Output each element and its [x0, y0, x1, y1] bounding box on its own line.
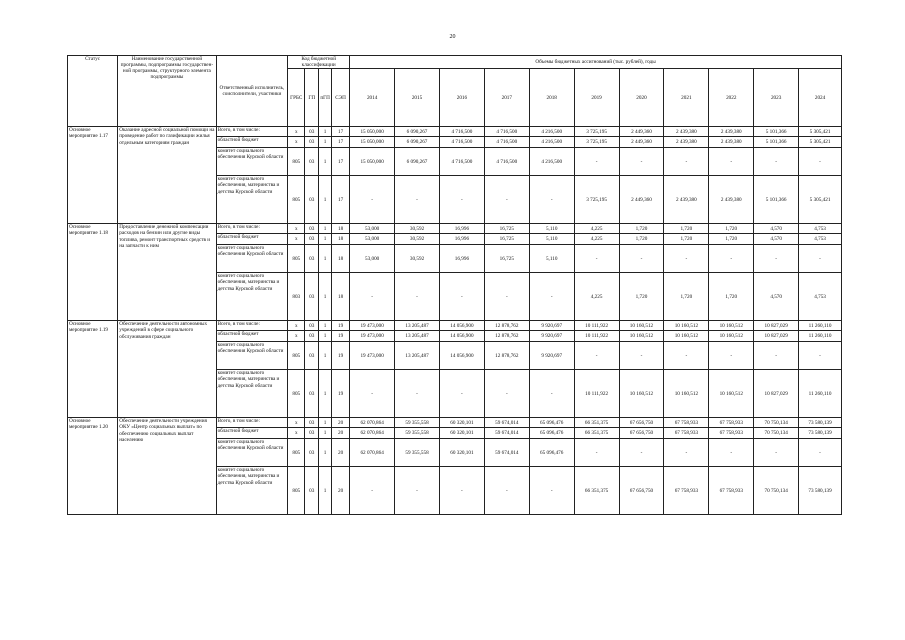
- code-cell: 805: [288, 467, 305, 515]
- code-cell: 03: [305, 428, 319, 439]
- code-cell: х: [288, 224, 305, 234]
- header-code-col: ГП: [305, 69, 319, 127]
- value-cell: 4,225: [574, 224, 619, 234]
- value-cell: 67 656,750: [619, 467, 664, 515]
- value-cell: 70 750,134: [754, 418, 799, 428]
- header-year: 2021: [664, 69, 709, 127]
- name-cell: Оказание адресной социальной помощи на проведение работ по газификации жилья отдельным категориям граждан: [118, 127, 216, 224]
- code-cell: 1: [319, 245, 332, 273]
- value-cell: 3 725,195: [574, 176, 619, 224]
- responsible-cell: комитет социального обеспечения, материнства и детства Курской области: [216, 467, 288, 515]
- value-cell: 10 160,512: [664, 321, 709, 331]
- value-cell: 10 160,512: [664, 331, 709, 342]
- value-cell: 1,720: [619, 273, 664, 321]
- code-cell: 03: [305, 234, 319, 245]
- value-cell: 4 216,500: [529, 148, 574, 176]
- table-row: [68, 321, 842, 331]
- header-code-col: ГРБС: [288, 69, 305, 127]
- code-cell: 805: [288, 148, 305, 176]
- value-cell: 70 750,134: [754, 467, 799, 515]
- value-cell: 19 473,000: [350, 342, 395, 370]
- value-cell: 6 090,267: [395, 137, 440, 148]
- header-year: 2017: [484, 69, 529, 127]
- value-cell: 62 070,864: [350, 428, 395, 439]
- value-cell: 16,996: [439, 224, 484, 234]
- code-cell: 1: [319, 370, 332, 418]
- value-cell: -: [484, 273, 529, 321]
- value-cell: 66 351,375: [574, 418, 619, 428]
- code-cell: 1: [319, 224, 332, 234]
- value-cell: 59 674,014: [484, 418, 529, 428]
- code-cell: 19: [332, 321, 350, 331]
- code-cell: 803: [288, 273, 305, 321]
- table-header: [68, 56, 842, 127]
- value-cell: 4,753: [799, 224, 842, 234]
- value-cell: -: [709, 148, 754, 176]
- value-cell: 12 878,762: [484, 321, 529, 331]
- value-cell: -: [395, 370, 440, 418]
- code-cell: 03: [305, 331, 319, 342]
- value-cell: 19 473,000: [350, 321, 395, 331]
- value-cell: 13 205,487: [395, 342, 440, 370]
- value-cell: 11 260,110: [799, 331, 842, 342]
- code-cell: 03: [305, 224, 319, 234]
- code-cell: 805: [288, 342, 305, 370]
- value-cell: 9 920,697: [529, 321, 574, 331]
- value-cell: 73 580,139: [799, 428, 842, 439]
- value-cell: 12 878,762: [484, 331, 529, 342]
- value-cell: 11 260,110: [799, 370, 842, 418]
- header-status: Статус: [68, 56, 118, 127]
- header-responsible: Ответственный исполнитель, соисполнители, участники: [216, 56, 288, 127]
- responsible-cell: комитет социального обеспечения Курской области: [216, 148, 288, 176]
- responsible-cell: областной бюджет: [216, 137, 288, 148]
- code-cell: 19: [332, 370, 350, 418]
- value-cell: 65 096,476: [529, 418, 574, 428]
- value-cell: 16,996: [439, 234, 484, 245]
- value-cell: 10 111,922: [574, 331, 619, 342]
- header-year: 2024: [799, 69, 842, 127]
- value-cell: 4,570: [754, 224, 799, 234]
- value-cell: 10 111,922: [574, 321, 619, 331]
- value-cell: 4,225: [574, 234, 619, 245]
- value-cell: 67 758,933: [709, 428, 754, 439]
- value-cell: 67 656,750: [619, 418, 664, 428]
- responsible-cell: комитет социального обеспечения, материнства и детства Курской области: [216, 273, 288, 321]
- value-cell: 59 355,558: [395, 439, 440, 467]
- header-code-col: СЭП: [332, 69, 350, 127]
- value-cell: 2 439,380: [709, 176, 754, 224]
- code-cell: 19: [332, 342, 350, 370]
- value-cell: 2 449,360: [619, 127, 664, 137]
- value-cell: 14 056,900: [439, 321, 484, 331]
- value-cell: 6 090,267: [395, 148, 440, 176]
- code-cell: 1: [319, 127, 332, 137]
- name-cell: Предоставление денежной компенсации расходов на бензин или другие виды топлива, ремонт транспортных средств и на запчасти к ним: [118, 224, 216, 321]
- value-cell: 4 716,500: [439, 137, 484, 148]
- code-cell: х: [288, 137, 305, 148]
- name-cell: Обеспечение деятельности автономных учреждений в сфере социального обслуживания граждан: [118, 321, 216, 418]
- value-cell: 4,753: [799, 234, 842, 245]
- value-cell: -: [754, 245, 799, 273]
- header-year: 2023: [754, 69, 799, 127]
- header-codes-group: Код бюджетной классификации: [288, 56, 350, 69]
- value-cell: 67 758,933: [709, 467, 754, 515]
- code-cell: 1: [319, 273, 332, 321]
- value-cell: -: [619, 439, 664, 467]
- value-cell: 1,720: [709, 273, 754, 321]
- code-cell: 03: [305, 418, 319, 428]
- code-cell: 17: [332, 137, 350, 148]
- value-cell: 5 305,421: [799, 127, 842, 137]
- value-cell: 67 758,933: [664, 428, 709, 439]
- code-cell: х: [288, 428, 305, 439]
- value-cell: 59 674,014: [484, 428, 529, 439]
- value-cell: 67 758,933: [709, 418, 754, 428]
- value-cell: 66 351,375: [574, 467, 619, 515]
- value-cell: 3 725,195: [574, 137, 619, 148]
- responsible-cell: Всего, в том числе:: [216, 127, 288, 137]
- header-year: 2018: [529, 69, 574, 127]
- value-cell: -: [754, 148, 799, 176]
- value-cell: -: [529, 370, 574, 418]
- value-cell: 60 320,101: [439, 439, 484, 467]
- value-cell: 62 070,864: [350, 418, 395, 428]
- responsible-cell: комитет социального обеспечения Курской области: [216, 342, 288, 370]
- header-code-col: пГП: [319, 69, 332, 127]
- code-cell: 805: [288, 370, 305, 418]
- code-cell: 03: [305, 273, 319, 321]
- status-cell: Основное мероприятие 1.18: [68, 224, 118, 321]
- value-cell: -: [664, 245, 709, 273]
- value-cell: -: [799, 245, 842, 273]
- header-year: 2016: [439, 69, 484, 127]
- value-cell: 10 827,029: [754, 331, 799, 342]
- value-cell: -: [529, 273, 574, 321]
- code-cell: 03: [305, 137, 319, 148]
- code-cell: 20: [332, 439, 350, 467]
- code-cell: 1: [319, 331, 332, 342]
- code-cell: 20: [332, 467, 350, 515]
- value-cell: -: [799, 439, 842, 467]
- value-cell: -: [350, 370, 395, 418]
- value-cell: -: [395, 176, 440, 224]
- code-cell: 805: [288, 176, 305, 224]
- value-cell: 59 355,558: [395, 418, 440, 428]
- code-cell: 03: [305, 439, 319, 467]
- value-cell: -: [484, 370, 529, 418]
- header-year: 2014: [350, 69, 395, 127]
- code-cell: 20: [332, 428, 350, 439]
- value-cell: 10 160,512: [709, 370, 754, 418]
- value-cell: -: [574, 342, 619, 370]
- code-cell: 03: [305, 127, 319, 137]
- value-cell: -: [619, 342, 664, 370]
- value-cell: 11 260,110: [799, 321, 842, 331]
- header-volumes-group: Объемы бюджетных ассигнований (тыс. рублей), годы: [350, 56, 842, 69]
- value-cell: 4 716,500: [484, 127, 529, 137]
- value-cell: 10 111,922: [574, 370, 619, 418]
- page-number: 20: [449, 34, 456, 40]
- value-cell: -: [350, 467, 395, 515]
- value-cell: 53,000: [350, 234, 395, 245]
- value-cell: 2 439,380: [709, 127, 754, 137]
- header-year: 2020: [619, 69, 664, 127]
- value-cell: 65 096,476: [529, 439, 574, 467]
- header-name: Наименование государственной программы, подпрограммы государствен-ной программы, структурного элемента подпрограммы: [118, 56, 216, 127]
- value-cell: 12 878,762: [484, 342, 529, 370]
- value-cell: -: [439, 467, 484, 515]
- code-cell: 1: [319, 428, 332, 439]
- value-cell: 4 716,500: [439, 127, 484, 137]
- value-cell: 67 656,750: [619, 428, 664, 439]
- value-cell: -: [664, 148, 709, 176]
- value-cell: 10 160,512: [709, 331, 754, 342]
- value-cell: -: [574, 439, 619, 467]
- status-cell: Основное мероприятие 1.20: [68, 418, 118, 515]
- value-cell: 5 305,421: [799, 176, 842, 224]
- value-cell: 4 216,500: [529, 137, 574, 148]
- value-cell: -: [529, 176, 574, 224]
- code-cell: 1: [319, 467, 332, 515]
- code-cell: 805: [288, 245, 305, 273]
- value-cell: -: [395, 467, 440, 515]
- value-cell: 10 160,512: [664, 370, 709, 418]
- value-cell: 67 758,933: [664, 418, 709, 428]
- value-cell: 5 305,421: [799, 137, 842, 148]
- value-cell: -: [574, 245, 619, 273]
- code-cell: 03: [305, 321, 319, 331]
- value-cell: 67 758,933: [664, 467, 709, 515]
- value-cell: 16,725: [484, 245, 529, 273]
- value-cell: 10 160,512: [619, 331, 664, 342]
- value-cell: 65 096,476: [529, 428, 574, 439]
- header-year: 2022: [709, 69, 754, 127]
- value-cell: 5,110: [529, 245, 574, 273]
- value-cell: 4,225: [574, 273, 619, 321]
- value-cell: 60 320,101: [439, 428, 484, 439]
- value-cell: 2 449,360: [619, 137, 664, 148]
- responsible-cell: комитет социального обеспечения Курской области: [216, 439, 288, 467]
- table-row: [68, 224, 842, 234]
- value-cell: 19 473,000: [350, 331, 395, 342]
- value-cell: 1,720: [709, 224, 754, 234]
- value-cell: -: [350, 176, 395, 224]
- code-cell: 17: [332, 127, 350, 137]
- code-cell: 1: [319, 321, 332, 331]
- responsible-cell: Всего, в том числе:: [216, 418, 288, 428]
- code-cell: 19: [332, 331, 350, 342]
- value-cell: 13 205,487: [395, 331, 440, 342]
- value-cell: 53,000: [350, 224, 395, 234]
- budget-table: [67, 55, 842, 515]
- value-cell: 4 716,500: [439, 148, 484, 176]
- value-cell: 6 090,267: [395, 127, 440, 137]
- value-cell: -: [664, 439, 709, 467]
- code-cell: 18: [332, 224, 350, 234]
- value-cell: 4,570: [754, 234, 799, 245]
- value-cell: 4 716,500: [484, 148, 529, 176]
- value-cell: 1,720: [619, 234, 664, 245]
- value-cell: 2 439,380: [664, 137, 709, 148]
- value-cell: 60 320,101: [439, 418, 484, 428]
- code-cell: 1: [319, 234, 332, 245]
- table-body: [68, 127, 842, 515]
- value-cell: -: [529, 467, 574, 515]
- value-cell: 2 439,380: [709, 137, 754, 148]
- code-cell: 03: [305, 370, 319, 418]
- value-cell: -: [484, 467, 529, 515]
- value-cell: 73 580,139: [799, 418, 842, 428]
- responsible-cell: областной бюджет: [216, 428, 288, 439]
- value-cell: -: [484, 176, 529, 224]
- responsible-cell: комитет социального обеспечения, материнства и детства Курской области: [216, 176, 288, 224]
- value-cell: -: [439, 370, 484, 418]
- value-cell: 4,570: [754, 273, 799, 321]
- value-cell: -: [799, 148, 842, 176]
- code-cell: 18: [332, 273, 350, 321]
- code-cell: 17: [332, 148, 350, 176]
- value-cell: 3 725,195: [574, 127, 619, 137]
- value-cell: -: [619, 148, 664, 176]
- code-cell: 18: [332, 245, 350, 273]
- value-cell: 70 750,134: [754, 428, 799, 439]
- value-cell: -: [664, 342, 709, 370]
- code-cell: 18: [332, 234, 350, 245]
- value-cell: -: [439, 176, 484, 224]
- header-year: 2019: [574, 69, 619, 127]
- value-cell: 73 580,139: [799, 467, 842, 515]
- status-cell: Основное мероприятие 1.17: [68, 127, 118, 224]
- value-cell: -: [799, 342, 842, 370]
- value-cell: 30,592: [395, 224, 440, 234]
- value-cell: 4 216,500: [529, 127, 574, 137]
- name-cell: Обеспечение деятельности учреждения ОКУ «Центр социальных выплат» по обеспечению социальных выплат населению: [118, 418, 216, 515]
- value-cell: 2 439,380: [664, 127, 709, 137]
- value-cell: 1,720: [664, 234, 709, 245]
- value-cell: -: [754, 342, 799, 370]
- code-cell: 03: [305, 148, 319, 176]
- code-cell: 03: [305, 245, 319, 273]
- value-cell: 10 160,512: [619, 321, 664, 331]
- responsible-cell: Всего, в том числе:: [216, 321, 288, 331]
- code-cell: 20: [332, 418, 350, 428]
- value-cell: 16,725: [484, 234, 529, 245]
- code-cell: 1: [319, 342, 332, 370]
- responsible-cell: комитет социального обеспечения Курской области: [216, 245, 288, 273]
- code-cell: 03: [305, 467, 319, 515]
- value-cell: 10 160,512: [619, 370, 664, 418]
- value-cell: 1,720: [664, 224, 709, 234]
- code-cell: х: [288, 418, 305, 428]
- value-cell: -: [395, 273, 440, 321]
- code-cell: х: [288, 331, 305, 342]
- value-cell: 66 351,375: [574, 428, 619, 439]
- value-cell: 15 050,000: [350, 127, 395, 137]
- responsible-cell: областной бюджет: [216, 331, 288, 342]
- code-cell: 17: [332, 176, 350, 224]
- value-cell: 5,110: [529, 224, 574, 234]
- value-cell: 62 070,864: [350, 439, 395, 467]
- value-cell: 10 160,512: [709, 321, 754, 331]
- code-cell: 1: [319, 418, 332, 428]
- value-cell: 16,725: [484, 224, 529, 234]
- value-cell: 5 101,366: [754, 176, 799, 224]
- header-year: 2015: [395, 69, 440, 127]
- value-cell: 4 716,500: [484, 137, 529, 148]
- value-cell: -: [619, 245, 664, 273]
- value-cell: 30,592: [395, 234, 440, 245]
- value-cell: 10 827,029: [754, 370, 799, 418]
- responsible-cell: комитет социального обеспечения, материнства и детства Курской области: [216, 370, 288, 418]
- value-cell: 13 205,487: [395, 321, 440, 331]
- value-cell: 4,753: [799, 273, 842, 321]
- value-cell: 59 355,558: [395, 428, 440, 439]
- value-cell: -: [439, 273, 484, 321]
- value-cell: 9 920,697: [529, 342, 574, 370]
- value-cell: -: [574, 148, 619, 176]
- code-cell: 03: [305, 342, 319, 370]
- value-cell: 2 449,360: [619, 176, 664, 224]
- value-cell: -: [709, 245, 754, 273]
- value-cell: 16,996: [439, 245, 484, 273]
- value-cell: 10 827,029: [754, 321, 799, 331]
- code-cell: х: [288, 234, 305, 245]
- code-cell: 1: [319, 439, 332, 467]
- value-cell: 2 439,380: [664, 176, 709, 224]
- value-cell: -: [754, 439, 799, 467]
- value-cell: 14 056,900: [439, 331, 484, 342]
- value-cell: 5,110: [529, 234, 574, 245]
- value-cell: 5 101,366: [754, 137, 799, 148]
- value-cell: 30,592: [395, 245, 440, 273]
- value-cell: 15 050,000: [350, 137, 395, 148]
- code-cell: х: [288, 321, 305, 331]
- value-cell: -: [350, 273, 395, 321]
- value-cell: 9 920,697: [529, 331, 574, 342]
- code-cell: 1: [319, 137, 332, 148]
- value-cell: 5 101,366: [754, 127, 799, 137]
- responsible-cell: областной бюджет: [216, 234, 288, 245]
- value-cell: -: [709, 439, 754, 467]
- value-cell: 53,000: [350, 245, 395, 273]
- value-cell: 14 056,900: [439, 342, 484, 370]
- responsible-cell: Всего, в том числе:: [216, 224, 288, 234]
- code-cell: 1: [319, 148, 332, 176]
- code-cell: 805: [288, 439, 305, 467]
- value-cell: 1,720: [664, 273, 709, 321]
- value-cell: 1,720: [709, 234, 754, 245]
- value-cell: 15 050,000: [350, 148, 395, 176]
- code-cell: х: [288, 127, 305, 137]
- code-cell: 1: [319, 176, 332, 224]
- code-cell: 03: [305, 176, 319, 224]
- value-cell: 1,720: [619, 224, 664, 234]
- status-cell: Основное мероприятие 1.19: [68, 321, 118, 418]
- table-row: [68, 127, 842, 137]
- value-cell: 59 674,014: [484, 439, 529, 467]
- table-row: [68, 418, 842, 428]
- value-cell: -: [709, 342, 754, 370]
